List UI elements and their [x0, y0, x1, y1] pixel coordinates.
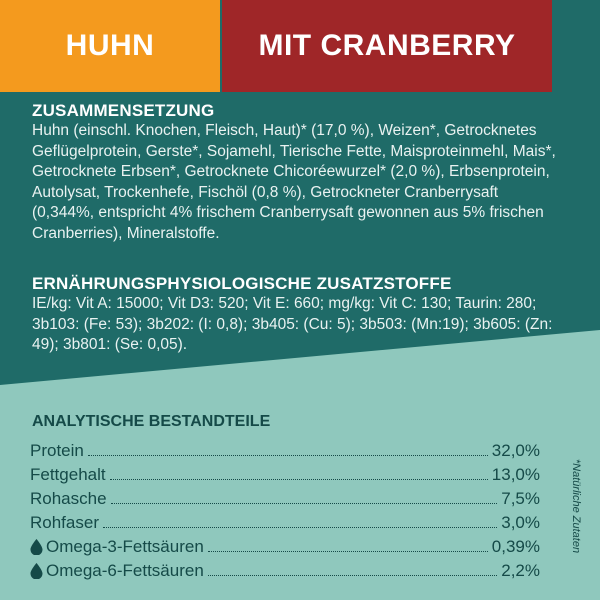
analytics-row: [30, 461, 540, 485]
analytics-row-name: [30, 465, 106, 485]
analytics-row-label: Fettgehalt: [30, 465, 106, 484]
analytics-row-value: 2,2%: [501, 561, 540, 580]
dotted-leader: [111, 503, 498, 504]
side-note: [566, 445, 586, 575]
analytics-row: [30, 437, 540, 461]
banner-left-label: HUHN: [65, 29, 155, 62]
analytics-row-label: Omega-6-Fettsäuren: [46, 561, 204, 580]
oil-drop-icon: [30, 563, 43, 579]
banner-flavor-addon: [222, 0, 552, 92]
analytics-row-name: [30, 513, 99, 533]
dotted-leader: [103, 527, 497, 528]
banner-flavor-main: [0, 0, 220, 92]
analytics-row: [30, 533, 540, 557]
additives-title: ERNÄHRUNGSPHYSIOLOGISCHE ZUSATZSTOFFE: [32, 274, 452, 293]
analytics-row-name: [30, 537, 204, 557]
analytics-row-label: Omega-3-Fettsäuren: [46, 537, 204, 556]
additives-text: IE/kg: Vit A: 15000; Vit D3: 520; Vit E: 660; mg/kg: Vit C: 130; Taurin: 280; 3b103: (Fe: 53); 3b202: (I: 0,8); 3b405: (Cu: 5); 3b503: (Mn:19); 3b605: (Zn: 49); 3b801: (Se: 0,05).: [32, 295, 553, 353]
side-note-text: *Natürliche Zutaten: [570, 458, 582, 554]
analytics-row: [30, 557, 540, 581]
analytics-row-value: 0,39%: [491, 537, 540, 556]
banner-right-label: MIT CRANBERRY: [258, 29, 516, 62]
analytics-row-label: Rohfaser: [30, 513, 99, 532]
analytics-title: ANALYTISCHE BESTANDTEILE: [32, 413, 271, 430]
analytics-row-name: [30, 489, 107, 509]
analytics-row-name: [30, 441, 84, 461]
composition-text: Huhn (einschl. Knochen, Fleisch, Haut)* (17,0 %), Weizen*, Getrocknetes Geflügelprotein, Gerste*, Sojamehl, Tierische Fette, Maisproteinmehl, Mais*, Getrocknete Erbsen*, Getrocknete Chicoréewurzel* (2,0 %), Erbsenprotein, Autolysat, Trockenhefe, Fischöl (0,8 %), Getrockneter Cranberrysaft (0,344%, entspricht 4% frischem Cranberrysaft gewonnen aus 5% frischen Cranberries), Mineralstoffe.: [32, 122, 556, 242]
dotted-leader: [110, 479, 488, 480]
analytics-row: [30, 485, 540, 509]
analytics-row-value: 13,0%: [491, 465, 540, 484]
analytics-row-value: 3,0%: [501, 513, 540, 532]
dotted-leader: [88, 455, 488, 456]
composition-title: ZUSAMMENSETZUNG: [32, 101, 215, 120]
analytics-row: [30, 509, 540, 533]
analytics-row-value: 32,0%: [491, 441, 540, 460]
dotted-leader: [208, 575, 497, 576]
analytics-row-label: Rohasche: [30, 489, 107, 508]
analytics-row-label: Protein: [30, 441, 84, 460]
analytics-row-name: [30, 561, 204, 581]
dotted-leader: [208, 551, 488, 552]
oil-drop-icon: [30, 539, 43, 555]
analytics-row-value: 7,5%: [501, 489, 540, 508]
